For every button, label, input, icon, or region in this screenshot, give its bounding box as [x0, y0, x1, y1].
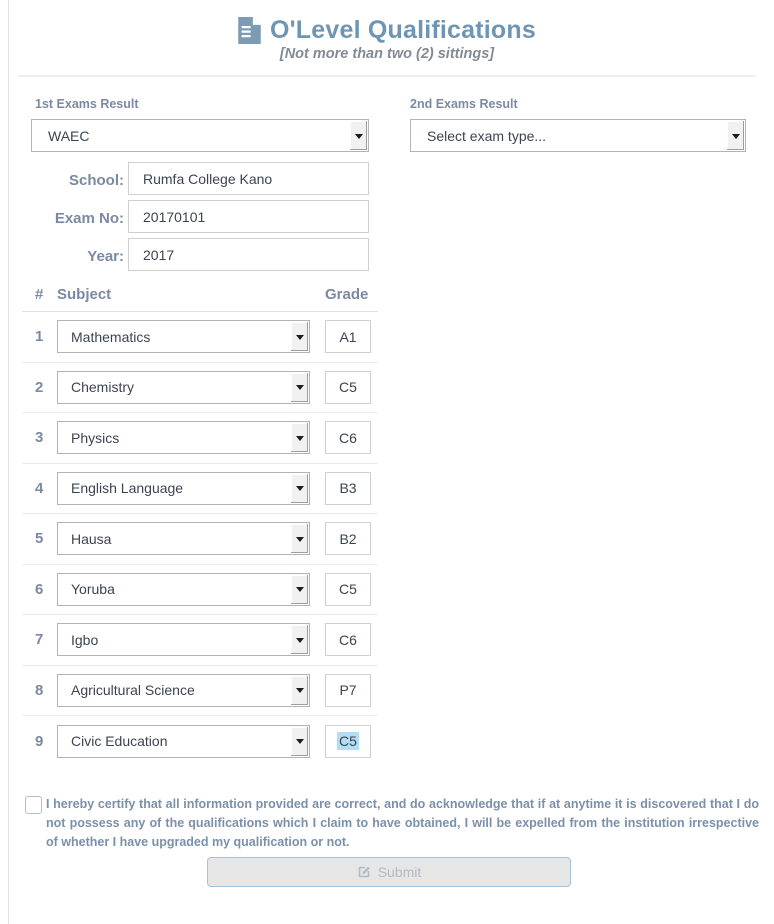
year-label: Year: [87, 248, 124, 265]
table-row [22, 312, 378, 363]
subject-value: Hausa [71, 530, 112, 547]
subject-select[interactable] [57, 421, 310, 454]
chevron-down-icon [291, 625, 308, 654]
certification-text: I hereby certify that all information provided are correct, and do acknowledge that if at anytime it is discovered that I do not possess any of the qualifications which I claim to have obtained, I will be expelled from the institution irrespective of whether I have upgraded my qualification or not. [46, 797, 759, 849]
subject-value: Yoruba [71, 581, 115, 598]
subject-select[interactable] [57, 674, 310, 707]
first-exam-type-value: WAEC [48, 127, 90, 144]
grade-input[interactable] [325, 371, 371, 404]
grade-input[interactable] [325, 522, 371, 555]
grade-value: C5 [339, 379, 357, 396]
row-number: 9 [35, 732, 44, 750]
col-header-grade: Grade [325, 286, 369, 303]
grade-input[interactable] [325, 320, 371, 353]
grade-input[interactable] [325, 573, 371, 606]
submit-label: Submit [377, 864, 422, 880]
table-row [22, 363, 378, 414]
table-row [22, 413, 378, 464]
certify-checkbox[interactable] [25, 796, 42, 814]
subject-value: Civic Education [71, 733, 168, 750]
chevron-down-icon [291, 575, 308, 604]
chevron-down-icon [291, 727, 308, 756]
chevron-down-icon [291, 676, 308, 705]
grade-input[interactable] [325, 472, 371, 505]
grade-value: P7 [339, 682, 357, 699]
row-number: 1 [35, 328, 44, 346]
second-exam-type-select[interactable] [410, 119, 746, 152]
year-input[interactable] [128, 238, 369, 271]
chevron-down-icon [291, 322, 308, 351]
grade-input[interactable] [325, 623, 371, 656]
chevron-down-icon [291, 373, 308, 402]
row-number: 4 [35, 479, 44, 497]
col-header-subject: Subject [57, 286, 112, 303]
subject-select[interactable] [57, 725, 310, 758]
file-text-icon [238, 17, 261, 44]
school-input[interactable] [128, 162, 369, 195]
subject-select[interactable] [57, 573, 310, 606]
subject-select[interactable] [57, 522, 310, 555]
subject-value: Mathematics [71, 328, 151, 345]
school-label: School: [69, 172, 124, 189]
subject-select[interactable] [57, 623, 310, 656]
row-number: 3 [35, 429, 44, 447]
grade-value: C5 [339, 733, 357, 750]
row-number: 7 [35, 631, 44, 649]
row-number: 5 [35, 530, 44, 548]
exam-no-label: Exam No: [54, 210, 124, 227]
row-number: 8 [35, 681, 44, 699]
table-row [22, 514, 378, 565]
subject-value: Physics [71, 429, 120, 446]
grade-input[interactable] [325, 725, 371, 758]
page-subtitle: [Not more than two (2) sittings] [279, 46, 495, 62]
table-row [22, 716, 378, 767]
subject-value: Igbo [71, 631, 99, 648]
chevron-down-icon [291, 423, 308, 452]
grade-value: C6 [339, 429, 357, 446]
submit-button[interactable] [207, 857, 571, 887]
row-number: 6 [35, 580, 44, 598]
table-row [22, 565, 378, 616]
table-row [22, 464, 378, 515]
certification-section [25, 795, 759, 852]
table-row [22, 666, 378, 717]
table-row [22, 615, 378, 666]
subject-value: Chemistry [71, 379, 135, 396]
grade-input[interactable] [325, 421, 371, 454]
grade-value: B2 [339, 530, 357, 547]
subject-select[interactable] [57, 371, 310, 404]
grade-value: C5 [339, 581, 357, 598]
grade-value: C6 [339, 631, 357, 648]
subject-select[interactable] [57, 320, 310, 353]
col-header-number: # [35, 286, 44, 303]
grade-input[interactable] [325, 674, 371, 707]
chevron-down-icon [291, 474, 308, 503]
panel-left-border [8, 0, 9, 924]
header-divider [18, 75, 756, 77]
subject-value: Agricultural Science [71, 682, 195, 699]
page-title: O'Level Qualifications [270, 16, 536, 44]
first-exams-label: 1st Exams Result [35, 97, 139, 111]
row-number: 2 [35, 378, 44, 396]
second-exams-label: 2nd Exams Result [410, 97, 518, 111]
chevron-down-icon [727, 121, 744, 150]
chevron-down-icon [291, 524, 308, 553]
grade-value: B3 [339, 480, 357, 497]
subjects-table [22, 312, 378, 767]
grade-value: A1 [339, 328, 357, 345]
subject-value: English Language [71, 480, 184, 497]
edit-icon [357, 865, 371, 879]
second-exam-type-value: Select exam type... [427, 127, 547, 144]
exam-no-input[interactable] [128, 200, 369, 233]
first-exam-type-select[interactable] [31, 119, 369, 152]
subject-select[interactable] [57, 472, 310, 505]
chevron-down-icon [350, 121, 367, 150]
form-header [0, 16, 774, 62]
